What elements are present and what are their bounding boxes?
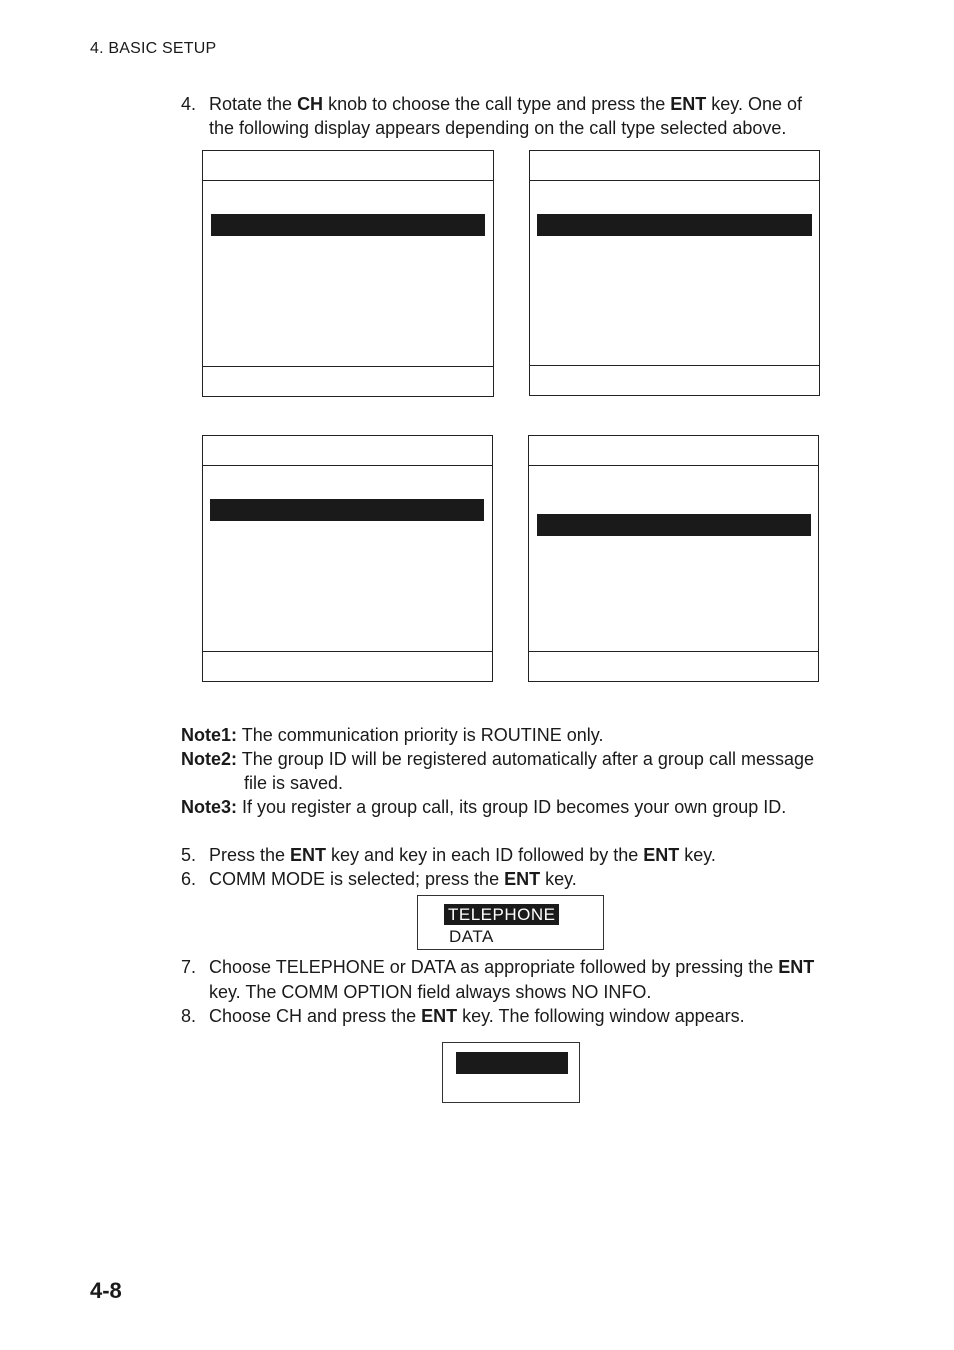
comm-mode-menu (417, 895, 604, 950)
comm-mode-option-telephone[interactable]: TELEPHONE (444, 904, 559, 925)
comm-mode-option-data[interactable]: DATA (449, 927, 494, 946)
panel-selection-bar (211, 214, 485, 236)
note-2-continuation: file is saved. (244, 773, 344, 793)
step-7-line-1: Choose TELEPHONE or DATA as appropriate followed by pressing the ENT (209, 957, 815, 977)
note-label: Note3: (181, 797, 238, 817)
display-panel-3 (202, 435, 493, 682)
step-6-text: COMM MODE is selected; press the ENT key. (209, 869, 577, 889)
step-6 (181, 867, 577, 891)
note-text: If you register a group call, its group ID becomes your own group ID. (242, 797, 787, 817)
step-8-text: Choose CH and press the ENT key. The following window appears. (209, 1006, 745, 1026)
panel-title-divider (203, 465, 492, 466)
panel-footer-divider (529, 651, 818, 652)
ent-key: ENT (504, 869, 541, 889)
note-text: The communication priority is ROUTINE only. (241, 725, 604, 745)
step-number: 5. (181, 845, 197, 865)
panel-title-divider (203, 180, 493, 181)
note-text: The group ID will be registered automatically after a group call message (241, 749, 814, 769)
ent-key: ENT (778, 957, 815, 977)
step-8 (181, 1004, 745, 1028)
step-5 (181, 843, 716, 867)
step-number: 7. (181, 957, 197, 977)
panel-title-divider (530, 180, 819, 181)
step-number: 6. (181, 869, 197, 889)
panel-footer-divider (203, 366, 493, 367)
panel-selection-bar (537, 514, 811, 536)
ch-key: CH (297, 94, 324, 114)
page-number: 4-8 (90, 1278, 122, 1303)
ent-key: ENT (290, 845, 327, 865)
panel-selection-bar (210, 499, 484, 521)
section-header: 4. BASIC SETUP (90, 40, 217, 57)
panel-title-divider (529, 465, 818, 466)
ent-key: ENT (421, 1006, 458, 1026)
ent-key: ENT (643, 845, 680, 865)
note-2 (181, 747, 814, 771)
ch-window (442, 1042, 580, 1103)
step-number: 8. (181, 1006, 197, 1026)
step-number: 4. (181, 94, 197, 114)
note-1 (181, 723, 603, 747)
display-panel-1 (202, 150, 494, 397)
note-label: Note2: (181, 749, 238, 769)
panel-footer-divider (530, 365, 819, 366)
note-label: Note1: (181, 725, 238, 745)
ch-window-selection-bar (456, 1052, 568, 1074)
display-panel-2 (529, 150, 820, 396)
panel-footer-divider (203, 651, 492, 652)
panel-selection-bar (537, 214, 812, 236)
note-3 (181, 795, 786, 819)
step-4-line-1: Rotate the CH knob to choose the call type and press the ENT key. One of (209, 94, 803, 114)
display-panel-4 (528, 435, 819, 682)
step-4-line-2: the following display appears depending on the call type selected above. (209, 118, 787, 138)
step-7 (181, 955, 815, 1002)
step-5-text: Press the ENT key and key in each ID followed by the ENT key. (209, 845, 716, 865)
step-7-line-2: key. The COMM OPTION field always shows NO INFO. (209, 982, 652, 1002)
ent-key: ENT (670, 94, 707, 114)
